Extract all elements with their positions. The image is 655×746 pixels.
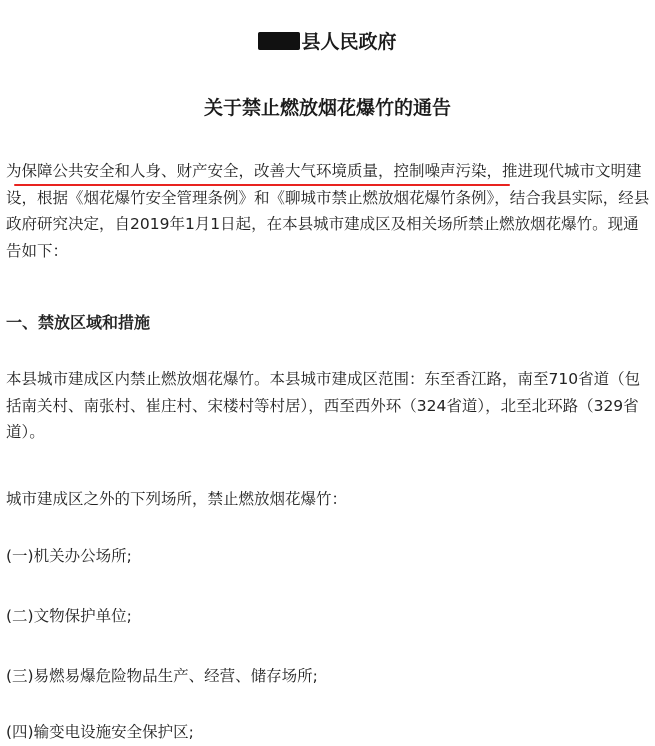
notice-title: 关于禁止燃放烟花爆竹的通告	[203, 97, 451, 119]
list-item: (二)文物保护单位;	[6, 607, 132, 625]
urban-area-paragraph: 本县城市建成区内禁止燃放烟花爆竹。本县城市建成区范围：东至香江路，南至710省道（包括南关村、南张村、崔庄村、宋楼村等村居），西至西外环（324省道），北至北环路（329省道）。	[6, 370, 641, 441]
section-heading: 一、禁放区域和措施	[6, 313, 151, 332]
list-item: (一)机关办公场所;	[6, 547, 132, 565]
list-item: (四)输变电设施安全保护区;	[6, 723, 194, 741]
outside-area-paragraph: 城市建成区之外的下列场所，禁止燃放烟花爆竹：	[6, 490, 348, 508]
organization-title	[0, 30, 655, 54]
organization-title-text: 县人民政府	[301, 31, 397, 53]
redacted-county-name	[258, 32, 300, 50]
list-item: (三)易燃易爆危险物品生产、经营、储存场所;	[6, 667, 318, 685]
intro-paragraph: 为保障公共安全和人身、财产安全，改善大气环境质量，控制噪声污染，推进现代城市文明建设，根据《烟花爆竹安全管理条例》和《聊城市禁止燃放烟花爆竹条例》，结合我县实际，经县政府研究决定，自2019年1月1日起，在本县城市建成区及相关场所禁止燃放烟花爆竹。现通告如下：	[6, 162, 650, 260]
red-underline-annotation	[14, 184, 510, 186]
